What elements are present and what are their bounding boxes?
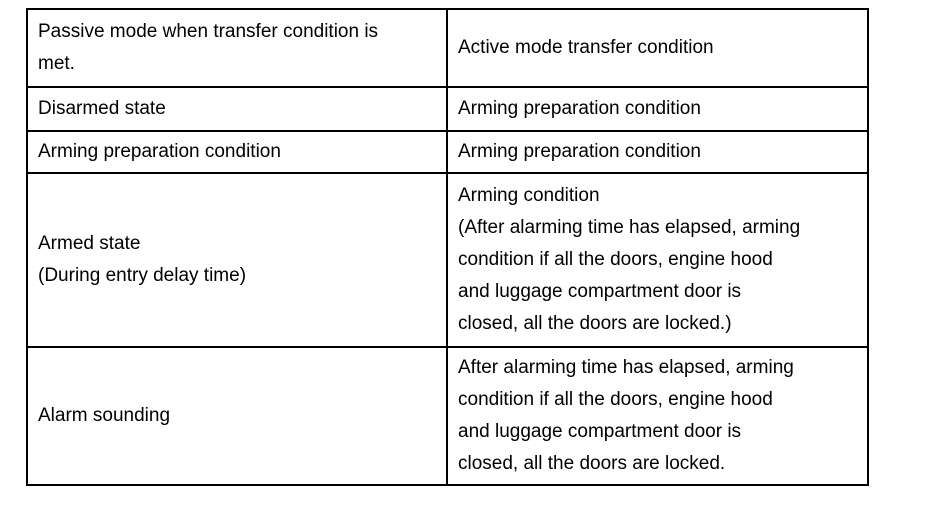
cell-text-line: Arming preparation condition bbox=[458, 98, 701, 119]
table-row bbox=[27, 173, 868, 347]
table-cell-passive-mode bbox=[27, 173, 447, 347]
table-row bbox=[27, 87, 868, 131]
cell-text-line: Passive mode when transfer condition is bbox=[38, 21, 379, 42]
table-cell-passive-mode bbox=[27, 347, 447, 485]
cell-text-line: met. bbox=[38, 53, 75, 74]
cell-text-line: and luggage compartment door is bbox=[458, 421, 742, 442]
table-row bbox=[27, 9, 868, 87]
table-cell-active-mode bbox=[447, 87, 868, 131]
cell-text-line: (During entry delay time) bbox=[38, 265, 247, 286]
table-row bbox=[27, 347, 868, 485]
cell-text-line: Arming preparation condition bbox=[38, 141, 281, 162]
cell-text-line: condition if all the doors, engine hood bbox=[458, 249, 773, 270]
table-row bbox=[27, 131, 868, 173]
table-cell-passive-mode bbox=[27, 9, 447, 87]
table-cell-passive-mode bbox=[27, 131, 447, 173]
cell-text-line: and luggage compartment door is bbox=[458, 281, 742, 302]
cell-text-line: Arming condition bbox=[458, 185, 600, 206]
table-cell-active-mode bbox=[447, 131, 868, 173]
cell-text-line: Alarm sounding bbox=[38, 405, 171, 426]
cell-text-line: Armed state bbox=[38, 233, 141, 254]
cell-text-line: (After alarming time has elapsed, arming bbox=[458, 217, 801, 238]
table-cell-active-mode bbox=[447, 173, 868, 347]
table-cell-passive-mode bbox=[27, 87, 447, 131]
cell-text-line: Disarmed state bbox=[38, 98, 166, 119]
table-cell-active-mode bbox=[447, 9, 868, 87]
table-cell-active-mode bbox=[447, 347, 868, 485]
cell-text-line: Active mode transfer condition bbox=[458, 37, 714, 58]
cell-text-line: closed, all the doors are locked. bbox=[458, 453, 726, 474]
cell-text-line: condition if all the doors, engine hood bbox=[458, 389, 773, 410]
transfer-condition-table bbox=[26, 8, 869, 486]
cell-text-line: Arming preparation condition bbox=[458, 141, 701, 162]
cell-text-line: After alarming time has elapsed, arming bbox=[458, 357, 794, 378]
cell-text-line: closed, all the doors are locked.) bbox=[458, 313, 732, 334]
